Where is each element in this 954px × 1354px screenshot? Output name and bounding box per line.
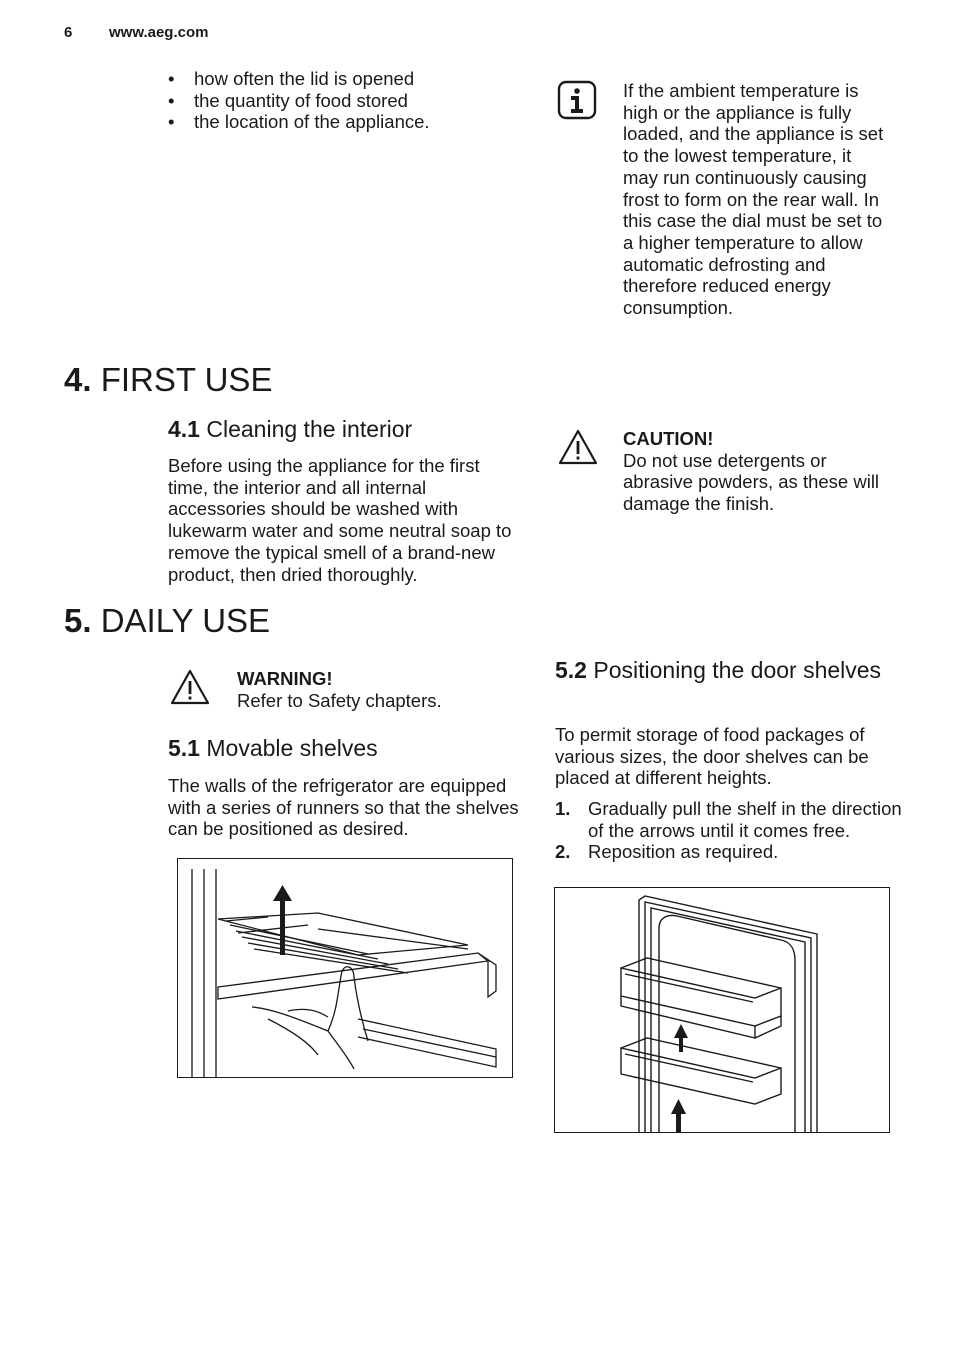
subsection-title: Movable shelves — [206, 735, 378, 761]
site-url: www.aeg.com — [109, 24, 209, 41]
subsection-title: Cleaning the interior — [206, 416, 413, 442]
movable-shelves-text: The walls of the refrigerator are equipped with a series of runners so that the shelves can be positioned as desired. — [168, 775, 519, 840]
subsection-title: Positioning the door shelves — [593, 657, 882, 683]
list-item — [555, 798, 905, 841]
subsection-heading-door-shelves — [555, 657, 885, 684]
subsection-number: 5.1 — [168, 735, 200, 761]
intro-bullet-list — [168, 68, 430, 133]
step-text: Gradually pull the shelf in the direction of the arrows until it comes free. — [588, 798, 902, 841]
warning-note — [237, 668, 517, 711]
step-number: 1. — [555, 798, 571, 819]
section-title: FIRST USE — [100, 361, 273, 398]
subsection-number: 4.1 — [168, 416, 200, 442]
caution-text: Do not use detergents or abrasive powders, as these will damage the finish. — [623, 449, 880, 515]
page-number: 6 — [64, 24, 73, 41]
section-heading-daily-use — [64, 601, 270, 641]
warning-triangle-icon — [557, 428, 599, 466]
step-number: 2. — [555, 841, 571, 863]
section-title: DAILY USE — [100, 602, 271, 639]
subsection-heading-cleaning — [168, 416, 412, 443]
list-item: • the quantity of food stored — [168, 90, 430, 112]
info-icon — [557, 80, 597, 120]
list-item: • the location of the appliance. — [168, 111, 430, 133]
cleaning-text: Before using the appliance for the first time, the interior and all internal accessories should be washed with lukewarm water and some neutral soap to remove the typical smell of a brand-new product, then dried thoroughly. — [168, 455, 512, 585]
caution-title: CAUTION! — [623, 428, 714, 449]
caution-note — [623, 428, 888, 515]
info-note-text: If the ambient temperature is high or the appliance is fully loaded, and the appliance is set to the lowest temperature, it may run continuously causing frost to form on the rear wall. In this case the dial must be set to a higher temperature to allow automatic defrosting and therefore reduced energy consumption. — [623, 80, 884, 319]
warning-triangle-icon — [169, 668, 211, 706]
list-item: • how often the lid is opened — [168, 68, 430, 90]
step-text: Reposition as required. — [588, 841, 779, 863]
door-shelves-steps — [555, 798, 905, 863]
list-item — [555, 841, 905, 863]
shelf-illustration — [177, 858, 513, 1078]
subsection-heading-movable-shelves — [168, 735, 378, 762]
door-shelves-text: To permit storage of food packages of various sizes, the door shelves can be placed at different heights. — [555, 724, 869, 789]
section-number: 5. — [64, 602, 92, 639]
warning-title: WARNING! — [237, 668, 333, 689]
section-number: 4. — [64, 361, 92, 398]
door-shelf-illustration — [554, 887, 890, 1133]
subsection-number: 5.2 — [555, 657, 587, 683]
warning-text: Refer to Safety chapters. — [237, 689, 442, 711]
section-heading-first-use — [64, 360, 272, 400]
